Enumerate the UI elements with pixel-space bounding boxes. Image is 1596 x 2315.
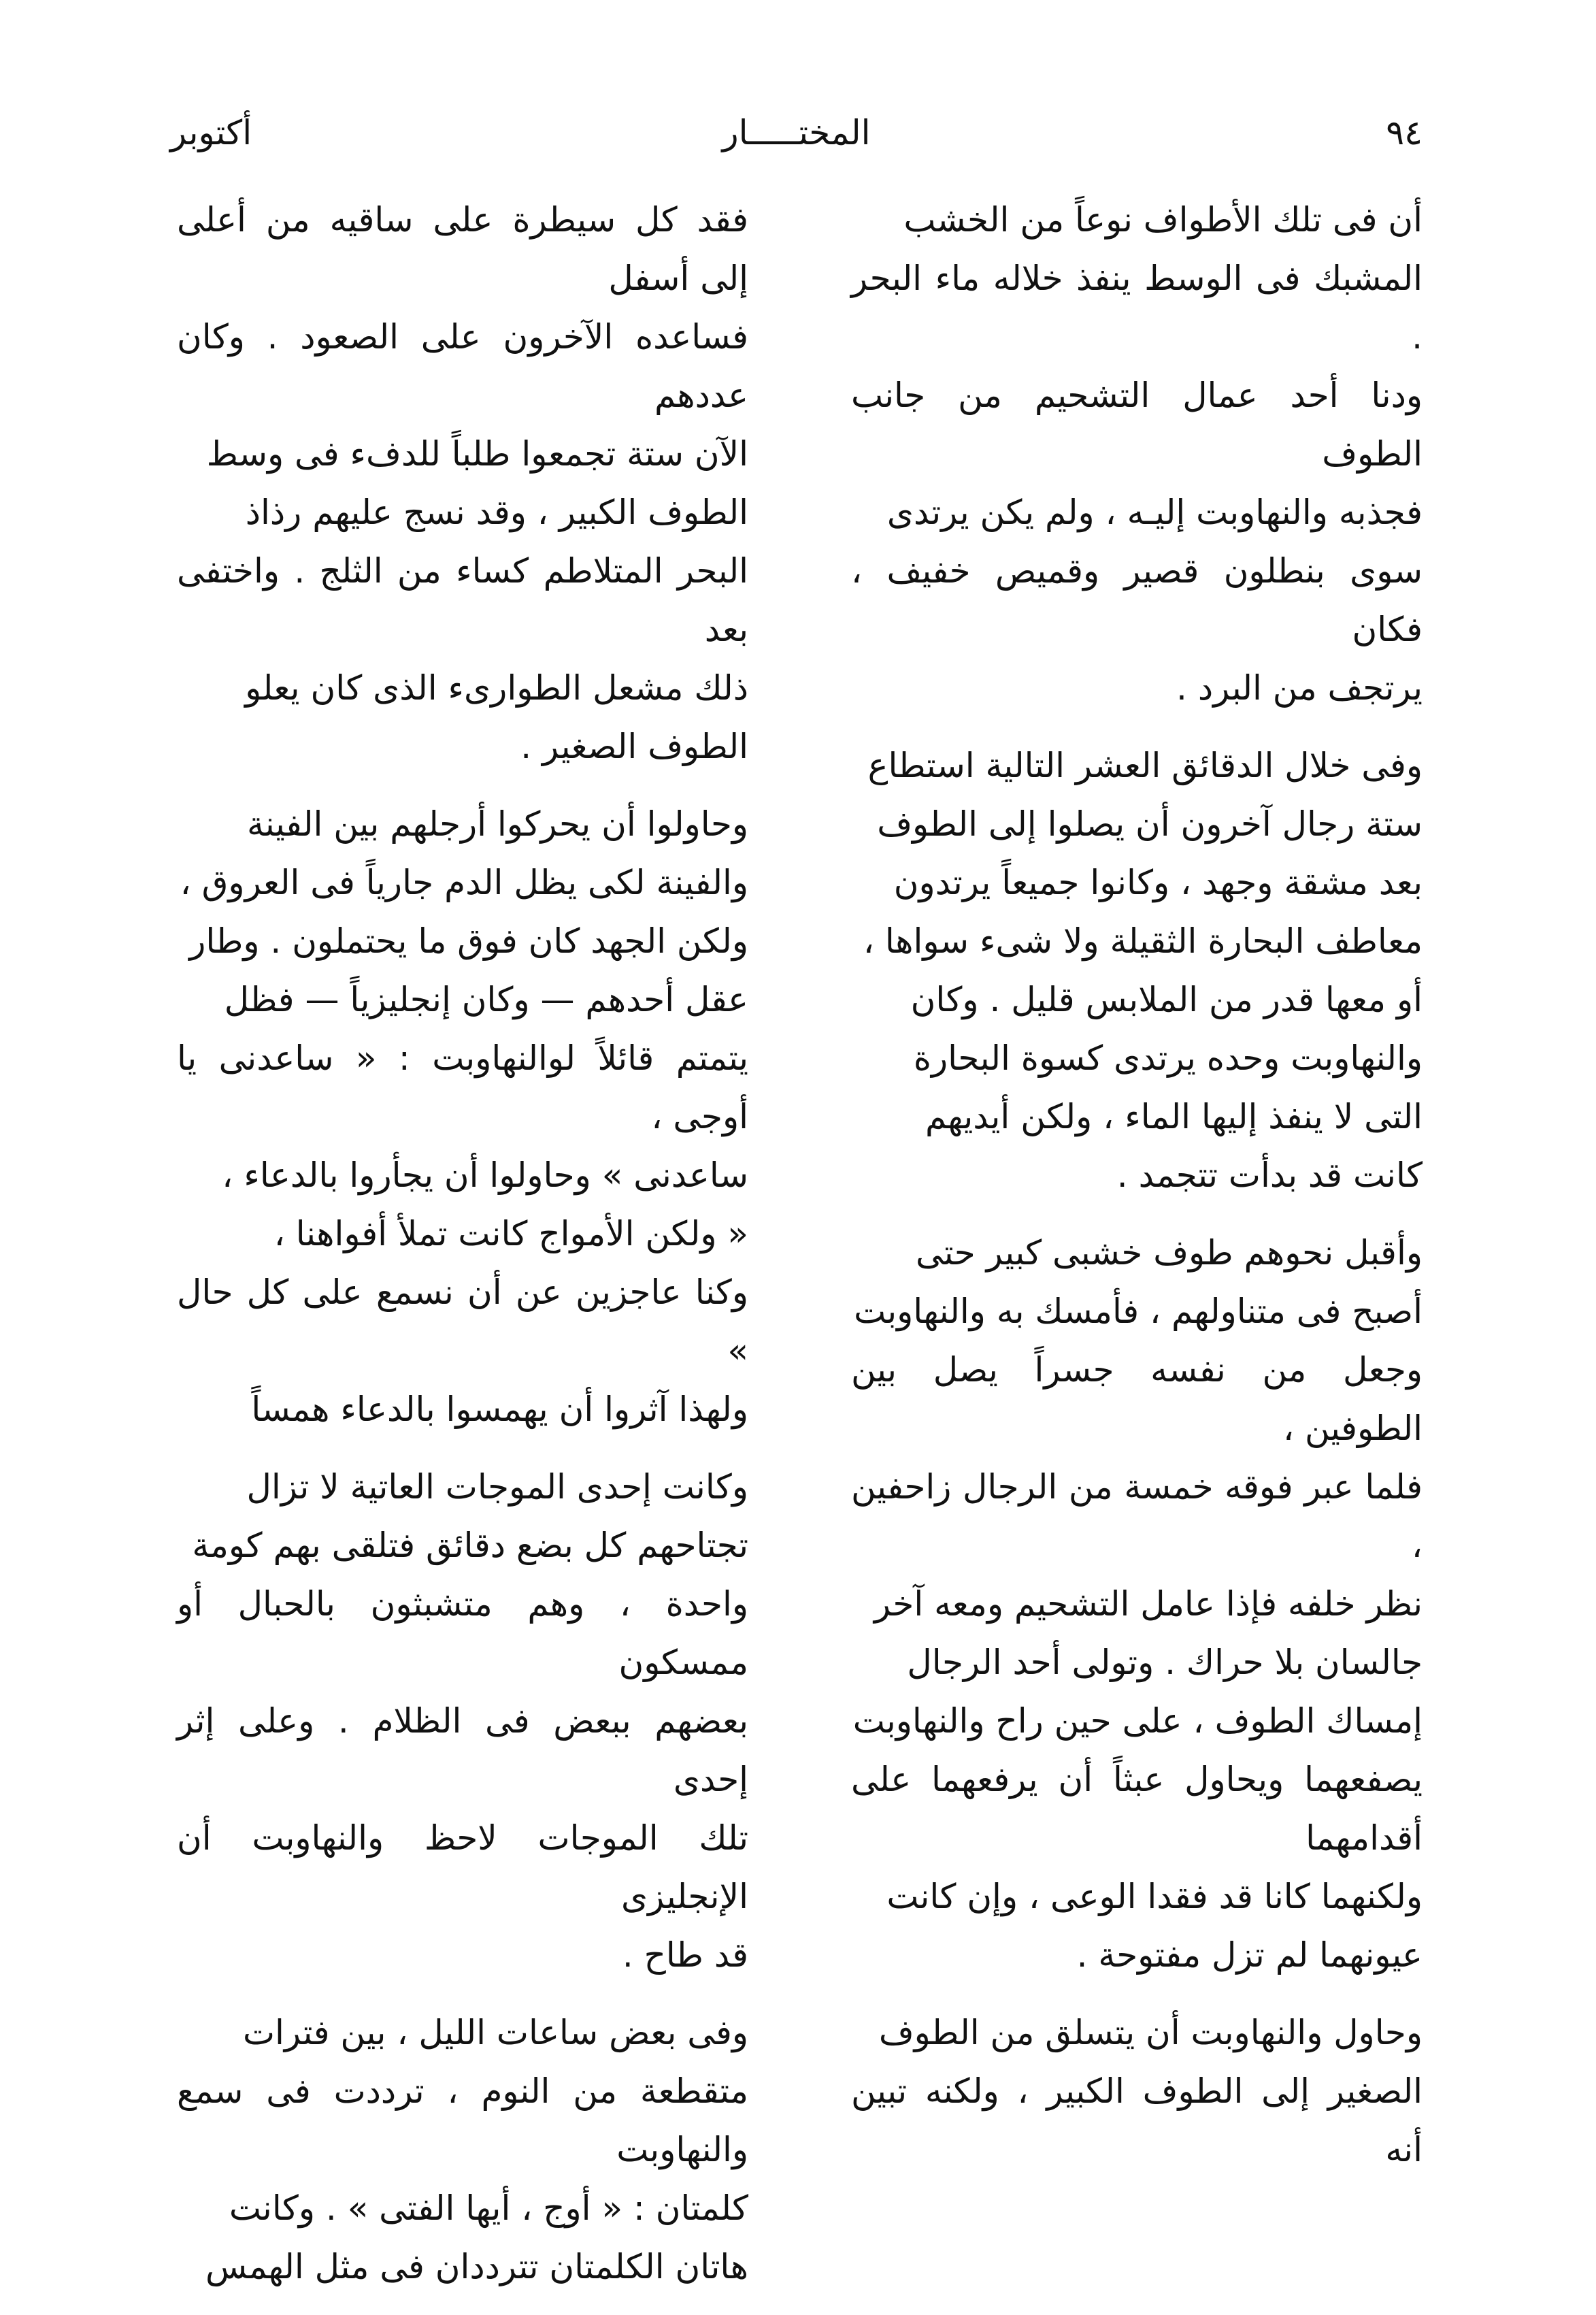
- running-title: المختـــــار: [722, 113, 871, 152]
- paragraph: وأقبل نحوهم طوف خشبى كبير حتى أصبح فى متناولهم ، فأمسك به والنهاوبت وجعل من نفسه جسراً يصل بين الطوفين ، فلما عبر فوقه خمسة من الرجال زاحفين ، نظر خلفه فإذا عامل التشحيم ومعه آخر جالسان بلا حراك . وتولى أحد الرجال إمساك الطوف ، على حين راح والنهاوبت يصفعهما ويحاول عبثاً أن يرفعهما على أقدامهما ولكنهما كانا قد فقدا الوعى ، وإن كانت عيونهما لم تزل مفتوحة .: [851, 1233, 1423, 1975]
- paragraph: وفى بعض ساعات الليل ، بين فترات متقطعة من النوم ، ترددت فى سمع والنهاوبت كلمتان : « أوج ، أيها الفتى » . وكانت هاتان الكلمتان تترددان فى مثل الهمس: [177, 2013, 748, 2286]
- paragraph: وكانت إحدى الموجات العاتية لا تزال تجتاحهم كل بضع دقائق فتلقى بهم كومة واحدة ، وهم متشبثون بالحبال أو ممسكون بعضهم ببعض فى الظلام . وعلى إثر إحدى تلك الموجات لاحظ والنهاوبت أن الإنجليزى قد طاح .: [177, 1467, 748, 1975]
- paragraph: وفى خلال الدقائق العشر التالية استطاع ستة رجال آخرون أن يصلوا إلى الطوف بعد مشقة وجهد ، وكانوا جميعاً يرتدون معاطف البحارة الثقيلة ولا شىء سواها ، أو معها قدر من الملابس قليل . وكان والنهاوبت وحده يرتدى كسوة البحارة التى لا ينفذ إليها الماء ، ولكن أيديهم كانت قد بدأت تتجمد .: [863, 746, 1423, 1195]
- paragraph: فقد كل سيطرة على ساقيه من أعلى إلى أسفل فساعده الآخرون على الصعود . وكان عددهم الآن ستة تجمعوا طلباً للدفء فى وسط الطوف الكبير ، وقد نسج عليهم رذاذ البحر المتلاطم كساء من الثلج . واختفى بعد ذلك مشعل الطوارىء الذى كان يعلو الطوف الصغير .: [177, 200, 748, 766]
- right-column: [851, 191, 1423, 2198]
- page-header: [170, 102, 1423, 163]
- paragraph: وحاول والنهاوبت أن يتسلق من الطوف الصغير إلى الطوف الكبير ، ولكنه تبين أنه: [851, 2013, 1423, 2169]
- paragraph: أن فى تلك الأطواف نوعاً من الخشب المشبك فى الوسط ينفذ خلاله ماء البحر . ودنا أحد عمال التشحيم من جانب الطوف فجذبه والنهاوبت إليـه ، ولم يكن يرتدى سوى بنطلون قصير وقميص خفيف ، فكان يرتجف من البرد .: [851, 200, 1423, 708]
- page-number: ٩٤: [1386, 113, 1423, 152]
- left-column: [177, 191, 748, 2315]
- paragraph: وحاولوا أن يحركوا أرجلهم بين الفينة والفينة لكى يظل الدم جارياً فى العروق ، ولكن الجهد كان فوق ما يحتملون . وطار عقل أحدهم — وكان إنجليزياً — فظل يتمتم قائلاً لوالنهاوبت : « ساعدنى يا أوجى ، ساعدنى » وحاولوا أن يجأروا بالدعاء ، « ولكن الأمواج كانت تملأ أفواهنا ، وكنا عاجزين عن أن نسمع على كل حال » ولهذا آثروا أن يهمسوا بالدعاء همساً: [177, 804, 748, 1429]
- issue-month: أكتوبر: [170, 113, 252, 152]
